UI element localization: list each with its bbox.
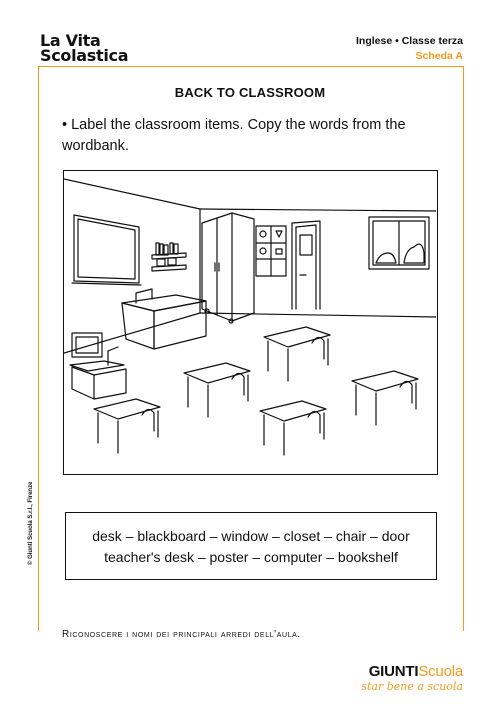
blackboard [72,215,141,285]
instruction-text: • Label the classroom items. Copy the words from the wordbank. [62,117,406,154]
magazine-logo [40,33,128,63]
student-desk-2 [264,327,330,381]
student-desk-1 [184,363,250,417]
logo-line-2: Scolastica [40,46,129,65]
door [292,221,320,309]
wordbank-line-2: teacher's desk – poster – computer – bookshelf [104,549,398,565]
poster [256,226,286,276]
student-desk-3 [94,399,160,453]
sheet-label: Scheda A [415,50,463,62]
student-desk-4 [260,401,326,455]
learning-objective: Riconoscere i nomi dei principali arredi dell'aula. [62,629,305,640]
brand-bold: GIUNTI [368,663,419,680]
closet [202,213,254,323]
classroom-illustration [63,170,438,475]
copyright-notice: © Giunti Scuola S.r.l., Firenze [28,481,34,565]
brand-rest: Scuola [418,663,463,680]
window [369,217,429,269]
logo-line-1: La Vita [40,31,101,50]
publisher-logo [361,663,463,693]
teachers-desk [122,289,206,349]
wordbank [65,512,437,580]
student-desk-5 [352,371,418,425]
wordbank-line-1: desk – blackboard – window – closet – chair – door [92,528,410,544]
publisher-tagline: star bene a scuola [361,680,463,693]
worksheet-title: BACK TO CLASSROOM [174,85,326,100]
subject-label: Inglese • Classe terza [356,35,463,47]
computer [70,333,126,399]
bookshelf [152,243,186,271]
